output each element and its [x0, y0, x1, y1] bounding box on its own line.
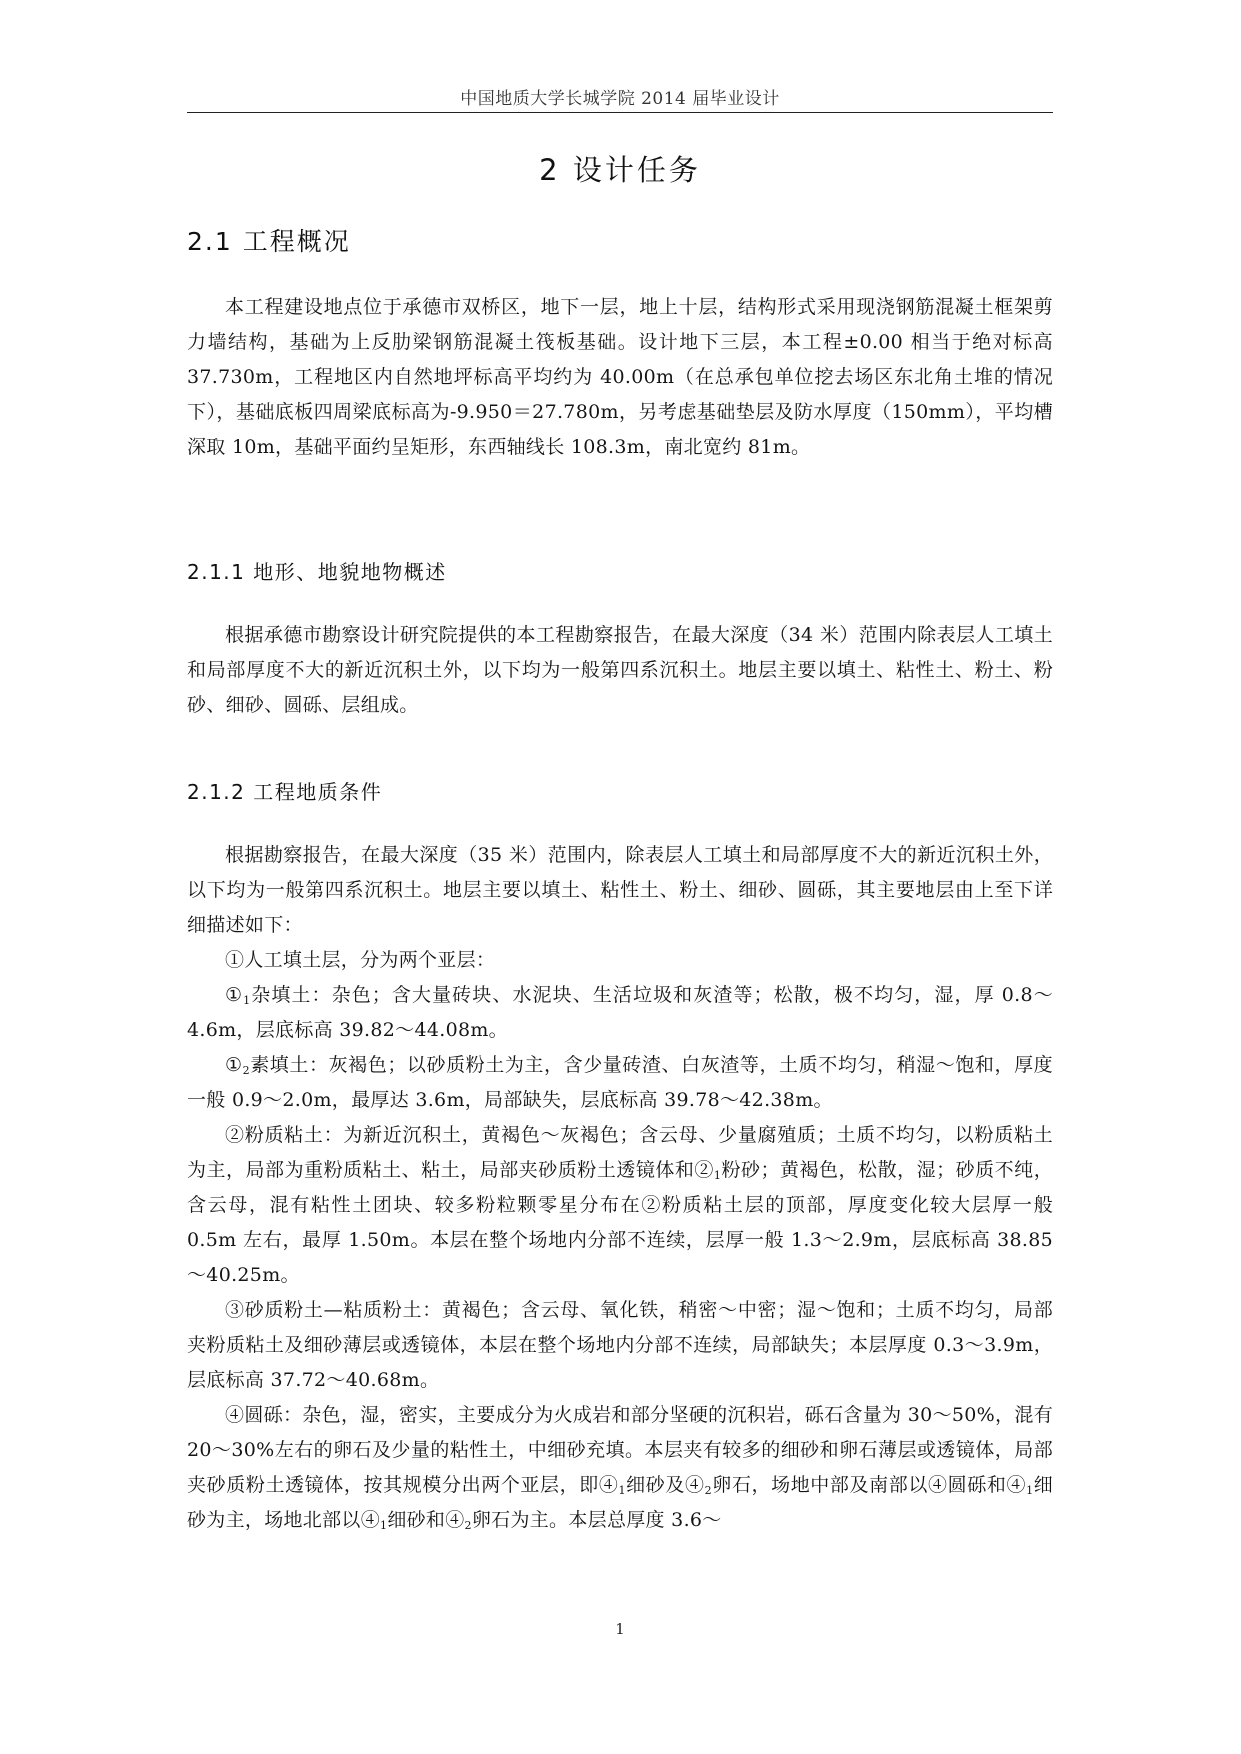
- layer-subscript: 2: [242, 1064, 250, 1077]
- paragraph-project-overview: 本工程建设地点位于承德市双桥区，地下一层，地上十层，结构形式采用现浇钢筋混凝土框架剪力墙结构，基础为上反肋梁钢筋混凝土筏板基础。设计地下三层，本工程±0.00 相当于绝对标高 37.730m，工程地区内自然地坪标高平均约为 40.00m（在总承包单位挖去场区东北角土堆的情况下），基础底板四周梁底标高为-9.950＝27.780m，另考虑基础垫层及防水厚度（150mm），平均槽深取 10m，基础平面约呈矩形，东西轴线长 108.3m，南北宽约 81m。: [187, 296, 1053, 458]
- layer-symbol: ①: [225, 1054, 243, 1076]
- section-heading-2-1-2: 2.1.2 工程地质条件: [187, 780, 383, 804]
- layer-4-text-f: 卵石为主。本层总厚度 3.6～: [471, 1509, 722, 1531]
- layer-subscript: 1: [380, 1519, 388, 1532]
- layer-symbol: ①: [225, 984, 244, 1006]
- layer-subscript: 2: [464, 1519, 472, 1532]
- paragraph-layer-1-2: [187, 1048, 1053, 1118]
- running-header: 中国地质大学长城学院 2014 届毕业设计: [460, 89, 780, 109]
- layer-2-text-a: ②粉质粘土：为新近沉积土，黄褐色～灰褐色；含云母、少量腐殖质；土质不均匀，以粉质粘土为主，局部为重粉质粘土、粘土，局部夹砂质粉土透镜体和②: [187, 1124, 1053, 1181]
- paragraph-layer-2: [187, 1118, 1053, 1293]
- layer-4-text-d: 细砂为主，场地北部以④: [187, 1474, 1053, 1531]
- paragraph-layer-1-1: [187, 978, 1053, 1048]
- layer-subscript: 2: [704, 1484, 712, 1497]
- layer-2-text-b: 粉砂；黄褐色，松散，湿；砂质不纯，含云母，混有粘性土团块、较多粉粒颗零星分布在②粉质粘土层的顶部，厚度变化较大层厚一般 0.5m 左右，最厚 1.50m。本层在整个场地内分部不连续，层厚一般 1.3～2.9m，层底标高 38.85～40.25m。: [187, 1159, 1053, 1286]
- paragraph-layer-3: ③砂质粉土—粘质粉土：黄褐色；含云母、氧化铁，稍密～中密；湿～饱和；土质不均匀，局部夹粉质粘土及细砂薄层或透镜体，本层在整个场地内分部不连续，局部缺失；本层厚度 0.3～3.9m，层底标高 37.72～40.68m。: [187, 1299, 1054, 1391]
- layer-4-text-c: 卵石，场地中部及南部以④圆砾和④: [711, 1474, 1027, 1496]
- layer-subscript: 1: [1026, 1484, 1034, 1497]
- section-heading-2-1: 2.1 工程概况: [187, 227, 351, 256]
- layer-4-text-e: 细砂和④: [387, 1509, 465, 1531]
- layer-subscript: 1: [243, 994, 251, 1007]
- paragraph-layer-1: ①人工填土层，分为两个亚层：: [225, 949, 496, 971]
- page-number: 1: [615, 1620, 625, 1638]
- layer-subscript: 1: [713, 1169, 722, 1182]
- layer-1-1-text: 杂填土：杂色；含大量砖块、水泥块、生活垃圾和灰渣等；松散，极不均匀，湿，厚 0.8～4.6m，层底标高 39.82～44.08m。: [187, 984, 1054, 1041]
- layer-1-2-text: 素填土：灰褐色；以砂质粉土为主，含少量砖渣、白灰渣等，土质不均匀，稍湿～饱和，厚度一般 0.9～2.0m，最厚达 3.6m，局部缺失，层底标高 39.78～42.38m。: [187, 1054, 1053, 1111]
- layer-4-text-b: 细砂及④: [625, 1474, 705, 1496]
- section-heading-2-1-1: 2.1.1 地形、地貌地物概述: [187, 560, 447, 584]
- layer-4-text-a: ④圆砾：杂色，湿，密实，主要成分为火成岩和部分坚硬的沉积岩，砾石含量为 30～50%，混有 20～30%左右的卵石及少量的粘性土，中细砂充填。本层夹有较多的细砂和卵石薄层或透镜体，局部夹砂质粉土透镜体，按其规模分出两个亚层，即④: [187, 1404, 1053, 1496]
- chapter-title: 2 设计任务: [539, 153, 701, 187]
- header-rule: [187, 112, 1053, 113]
- paragraph-terrain-overview: 根据承德市勘察设计研究院提供的本工程勘察报告，在最大深度（34 米）范围内除表层人工填土和局部厚度不大的新近沉积土外，以下均为一般第四系沉积土。地层主要以填土、粘性土、粉土、粉砂、细砂、圆砾、层组成。: [187, 624, 1053, 716]
- paragraph-layer-4: [187, 1398, 1053, 1538]
- paragraph-geology-intro: 根据勘察报告，在最大深度（35 米）范围内，除表层人工填土和局部厚度不大的新近沉积土外，以下均为一般第四系沉积土。地层主要以填土、粘性土、粉土、细砂、圆砾，其主要地层由上至下详细描述如下：: [187, 844, 1053, 936]
- layer-subscript: 1: [618, 1484, 626, 1497]
